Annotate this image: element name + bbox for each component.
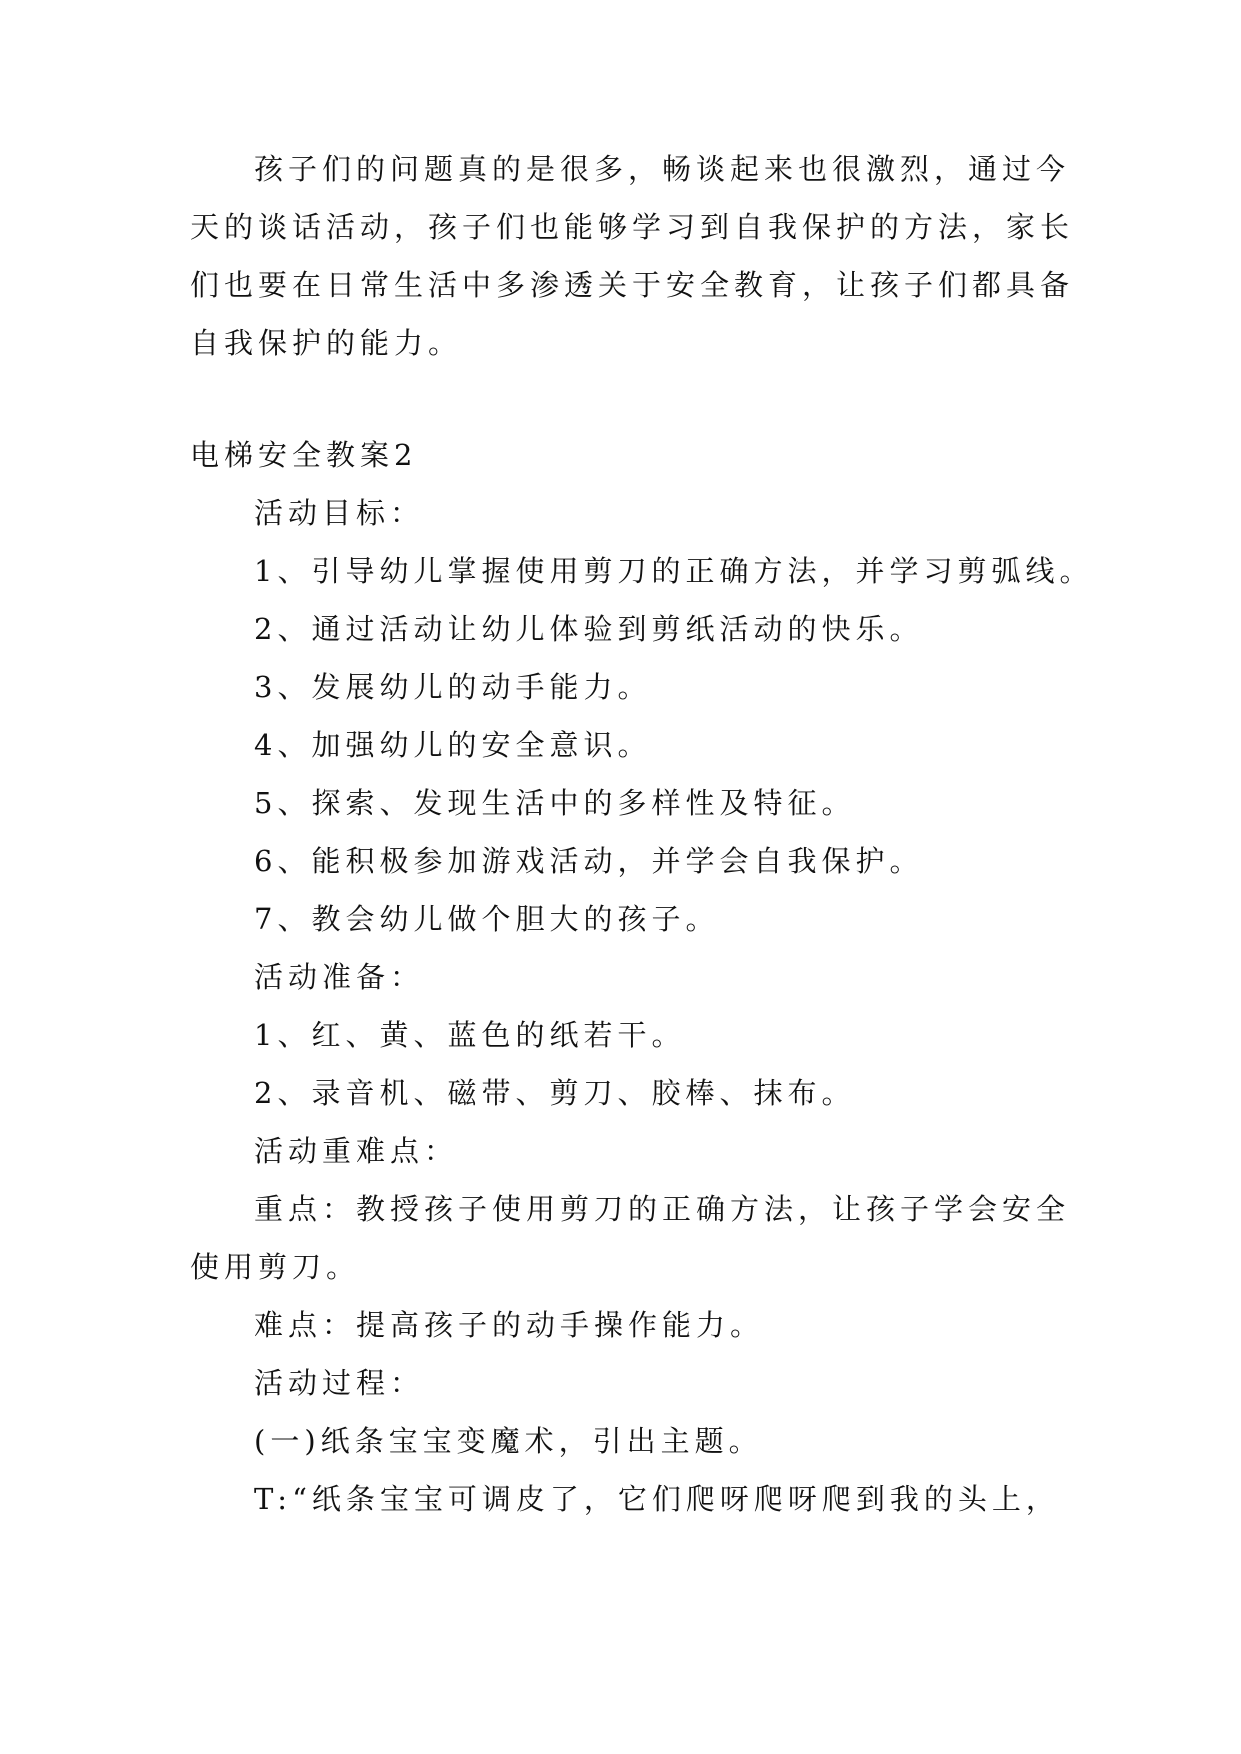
process-step: (一)纸条宝宝变魔术，引出主题。 [254, 1424, 763, 1458]
goal-item: 6、能积极参加游戏活动，并学会自我保护。 [254, 844, 924, 878]
prep-item: 1、红、黄、蓝色的纸若干。 [254, 1018, 686, 1052]
process-heading: 活动过程： [254, 1366, 425, 1400]
paragraph-line: 天的谈话活动，孩子们也能够学习到自我保护的方法，家长 [190, 210, 1075, 244]
key-point-line: 使用剪刀。 [190, 1250, 361, 1284]
goal-item: 1、引导幼儿掌握使用剪刀的正确方法，并学习剪弧线。 [254, 554, 1094, 588]
paragraph-line: 们也要在日常生活中多渗透关于安全教育，让孩子们都具备 [190, 268, 1075, 302]
goal-item: 5、探索、发现生活中的多样性及特征。 [254, 786, 856, 820]
difficulty-line: 难点：提高孩子的动手操作能力。 [254, 1308, 765, 1342]
goal-item: 7、教会幼儿做个胆大的孩子。 [254, 902, 720, 936]
prep-heading: 活动准备： [254, 960, 425, 994]
paragraph-line: 自我保护的能力。 [190, 326, 463, 360]
goal-item: 4、加强幼儿的安全意识。 [254, 728, 652, 762]
dialog-line: T:“纸条宝宝可调皮了，它们爬呀爬呀爬到我的头上， [254, 1482, 1060, 1516]
key-heading: 活动重难点： [254, 1134, 459, 1168]
paragraph-line: 孩子们的问题真的是很多，畅谈起来也很激烈，通过今 [254, 152, 1071, 186]
section-title: 电梯安全教案2 [190, 438, 418, 472]
goals-heading: 活动目标： [254, 496, 425, 530]
goal-item: 2、通过活动让幼儿体验到剪纸活动的快乐。 [254, 612, 924, 646]
key-point-line: 重点：教授孩子使用剪刀的正确方法，让孩子学会安全 [254, 1192, 1071, 1226]
goal-item: 3、发展幼儿的动手能力。 [254, 670, 652, 704]
prep-item: 2、录音机、磁带、剪刀、胶棒、抹布。 [254, 1076, 856, 1110]
